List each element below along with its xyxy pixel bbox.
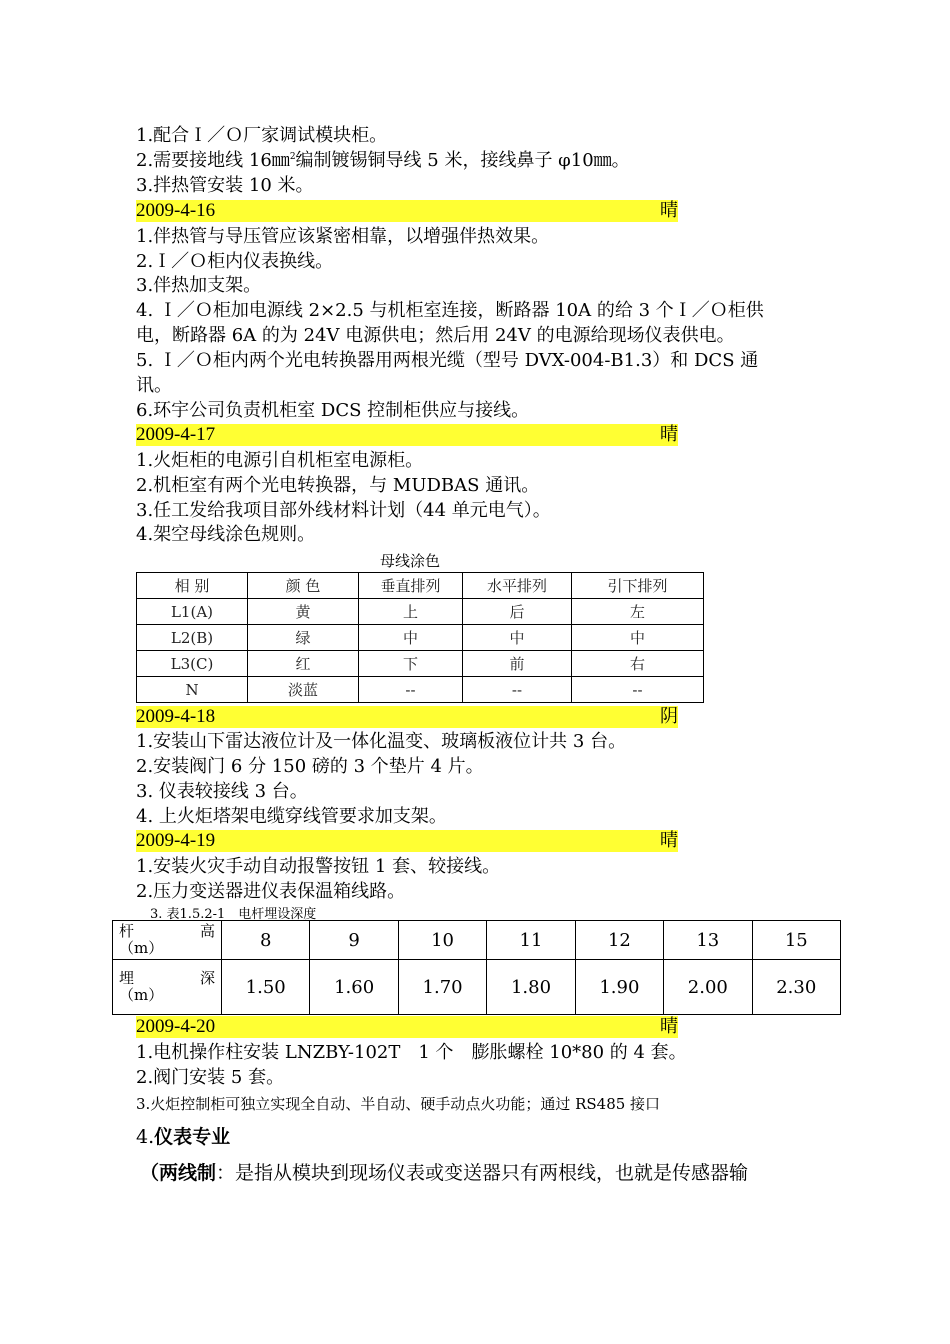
table-cell: -- [572,677,704,703]
text-line: 2.安装阀门 6 分 150 磅的 3 个垫片 4 片。 [136,756,484,777]
table-cell: 后 [463,599,572,625]
table-cell: 12 [575,921,663,960]
table-row [137,625,704,651]
table-cell: 1.90 [575,960,663,1015]
date-label: 2009-4-17 [136,424,216,445]
table-cell: 上 [359,599,463,625]
table-row [113,960,841,1015]
text-line: 2.机柜室有两个光电转换器，与 MUDBAS 通讯。 [136,475,540,496]
table-cell: 前 [463,651,572,677]
text-line: 3.任工发给我项目部外线材料计划（44 单元电气）。 [136,500,551,521]
date-label: 2009-4-20 [136,1016,216,1037]
table-cell: 下 [359,651,463,677]
table-row [137,599,704,625]
date-heading [136,706,678,728]
text-line: 3. 仪表较接线 3 台。 [136,781,308,802]
date-heading [136,424,678,446]
date-heading [136,200,678,222]
table-header-row [137,573,704,599]
table-cell: L1(A) [137,599,248,625]
table-cell: L3(C) [137,651,248,677]
table-cell: 1.80 [487,960,575,1015]
date-heading [136,1016,678,1038]
table-cell: L2(B) [137,625,248,651]
table-cell: 2.00 [664,960,752,1015]
table-row [113,921,841,960]
text-line: 2.需要接地线 16㎜$^2$编制镀锡铜导线 5 米，接线鼻子 φ10㎜。 [136,150,630,171]
table-cell: 1.50 [222,960,310,1015]
pole-depth-table [112,920,841,1015]
table-cell: 8 [222,921,310,960]
text-line: 电，断路器 6A 的为 24V 电源供电；然后用 24V 的电源给现场仪表供电。 [136,325,735,346]
table-cell: 黄 [248,599,359,625]
row-header-cell: 杆 高 （m） [113,921,222,960]
text-line: 1.配合Ｉ／Ｏ厂家调试模块柜。 [136,125,388,146]
date-label: 2009-4-18 [136,706,216,727]
text-line: 1.电机操作柱安装 LNZBY-102T 1 个 膨胀螺栓 10*80 的 4 套。 [136,1042,687,1063]
table-caption: 3. 表1.5.2-1 电杆埋设深度 [150,907,317,922]
text-line: 1.安装山下雷达液位计及一体化温变、玻璃板液位计共 3 台。 [136,731,627,752]
table-cell: 中 [359,625,463,651]
row-header-cell: 埋 深 （m） [113,960,222,1015]
weather-label: 晴 [660,1016,678,1037]
table-cell: -- [359,677,463,703]
table-cell: 1.70 [398,960,486,1015]
date-heading [136,830,678,852]
date-label: 2009-4-16 [136,200,216,221]
table-cell: 11 [487,921,575,960]
table-cell: 中 [572,625,704,651]
table-cell: 9 [310,921,398,960]
date-label: 2009-4-19 [136,830,216,851]
weather-label: 晴 [660,200,678,221]
table-cell: 2.30 [752,960,840,1015]
table-cell: 左 [572,599,704,625]
text-line: 3.拌热管安装 10 米。 [136,175,314,196]
header-cell: 垂直排列 [359,573,463,599]
table-cell: 10 [398,921,486,960]
table-cell: 淡蓝 [248,677,359,703]
text-line: 2.阀门安装 5 套。 [136,1067,285,1088]
table-cell: 右 [572,651,704,677]
header-cell: 引下排列 [572,573,704,599]
text-line: 3.伴热加支架。 [136,275,262,296]
text-line: 4.架空母线涂色规则。 [136,524,316,545]
text-line: 讯。 [136,375,172,396]
text-line: 1.火炬柜的电源引自机柜室电源柜。 [136,450,424,471]
weather-label: 晴 [660,424,678,445]
text-line: 2.Ｉ／Ｏ柜内仪表换线。 [136,251,334,272]
table-cell: 13 [664,921,752,960]
table-cell: 红 [248,651,359,677]
table-row [137,651,704,677]
table-cell: 1.60 [310,960,398,1015]
text-line: 4. 上火炬塔架电缆穿线管要求加支架。 [136,806,447,827]
text-line: 2.压力变送器进仪表保温箱线路。 [136,881,406,902]
header-cell: 水平排列 [463,573,572,599]
text-line: 4. Ｉ／Ｏ柜加电源线 2×2.5 与机柜室连接，断路器 10A 的给 3 个Ｉ／Ｏ柜供 [136,300,764,321]
paragraph: （两线制：是指从模块到现场仪表或变送器只有两根线，也就是传感器输 [140,1162,749,1184]
text-line: 6.环宇公司负责机柜室 DCS 控制柜供应与接线。 [136,400,530,421]
table-cell: 15 [752,921,840,960]
table-row [137,677,704,703]
table-caption: 母线涂色 [380,552,441,570]
table-cell: 中 [463,625,572,651]
header-cell: 颜 色 [248,573,359,599]
text-line: 3.火炬控制柜可独立实现全自动、半自动、硬手动点火功能；通过 RS485 接口 [136,1095,661,1113]
table-cell: N [137,677,248,703]
weather-label: 阴 [660,706,678,727]
header-cell: 相 别 [137,573,248,599]
weather-label: 晴 [660,830,678,851]
text-line: 1.伴热管与导压管应该紧密相靠，以增强伴热效果。 [136,226,550,247]
table-cell: -- [463,677,572,703]
section-heading: 4.仪表专业 [136,1126,231,1148]
text-line: 1.安装火灾手动自动报警按钮 1 套、较接线。 [136,856,501,877]
busbar-color-table [136,572,704,703]
text-line: 5. Ｉ／Ｏ柜内两个光电转换器用两根光缆（型号 DVX-004-B1.3）和 DCS 通 [136,350,759,371]
table-cell: 绿 [248,625,359,651]
